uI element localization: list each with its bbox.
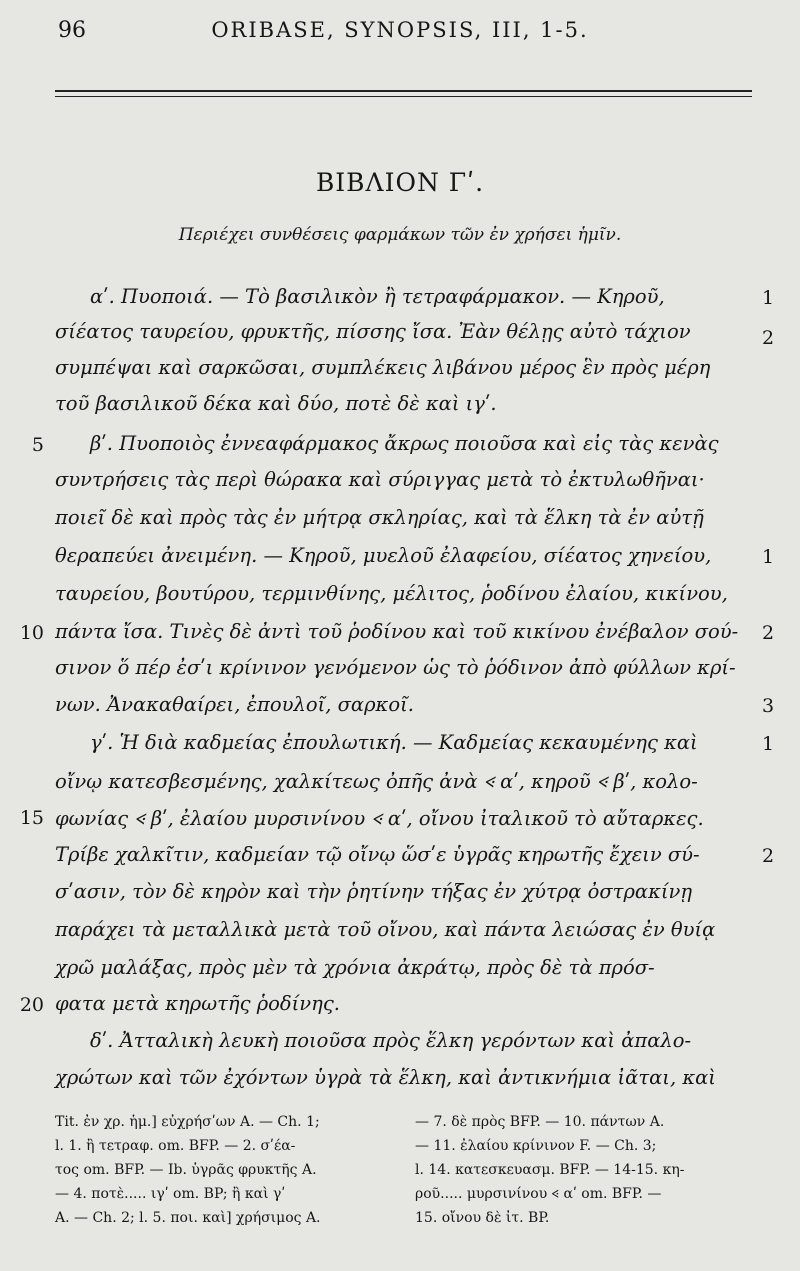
text-line: σινον ὅ πέρ ἐσʹι κρίνινον γενόμενον ὡς τὸ ῥόδινον ἀπὸ φύλλων κρί- <box>55 656 736 679</box>
line-number: 20 <box>19 994 44 1016</box>
header-rule <box>55 90 752 92</box>
note-line: 15. οἴνου δὲ ἰτ. BP. <box>415 1210 550 1226</box>
text-line: θεραπεύει ἀνειμένη. — Κηροῦ, μυελοῦ ἐλαφείου, σίέατος χηνείου, <box>55 544 712 567</box>
text-line: δʹ. Ἀτταλικὴ λευκὴ ποιοῦσα πρὸς ἕλκη γερόντων καὶ ἀπαλο- <box>90 1029 692 1052</box>
note-line: τος om. BFP. — Ib. ὑγρᾶς φρυκτῆς A. <box>55 1162 317 1178</box>
margin-number: 2 <box>762 327 775 349</box>
margin-number: 2 <box>762 622 775 644</box>
notes-right-column <box>415 1110 760 1230</box>
note-line: A. — Ch. 2; l. 5. ποι. καὶ] χρήσιμος A. <box>55 1210 321 1226</box>
book-subtitle: Περιέχει συνθέσεις φαρμάκων τῶν ἐν χρήσει ἡμῖν. <box>178 225 622 245</box>
text-line: ποιεῖ δὲ καὶ πρὸς τὰς ἐν μήτρᾳ σκληρίας, καὶ τὰ ἕλκη τὰ ἐν αὐτῇ <box>55 506 704 529</box>
note-line: — 11. ἐλαίου κρίνινον F. — Ch. 3; <box>415 1138 657 1154</box>
note-line: l. 14. κατεσκευασμ. BFP. — 14-15. κη- <box>415 1162 685 1178</box>
margin-number: 1 <box>762 546 775 568</box>
text-line: γʹ. Ἡ διὰ καδμείας ἐπουλωτική. — Καδμείας κεκαυμένης καὶ <box>90 731 698 754</box>
text-line: φατα μετὰ κηρωτῆς ῥοδίνης. <box>55 992 340 1015</box>
text-line: σʹασιν, τὸν δὲ κηρὸν καὶ τὴν ῥητίνην τήξας ἐν χύτρᾳ ὀστρακίνῃ <box>55 880 693 903</box>
text-line: συμπέψαι καὶ σαρκῶσαι, συμπλέκεις λιβάνου μέρος ἓν πρὸς μέρη <box>55 356 711 379</box>
text-line: Τρίβε χαλκῖτιν, καδμείαν τῷ οἴνῳ ὥσʹε ὑγρᾶς κηρωτῆς ἔχειν σύ- <box>55 843 700 866</box>
note-line: l. 1. ἢ τετραφ. om. BFP. — 2. σʹέα- <box>55 1138 296 1154</box>
note-line: ροῦ..... μυρσινίνου 𐅻 αʹ om. BFP. — <box>415 1186 662 1202</box>
note-line: — 4. ποτὲ..... ιγʹ om. BP; ἢ καὶ γʹ <box>55 1186 286 1202</box>
line-number: 10 <box>19 622 44 644</box>
margin-number: 2 <box>762 845 775 867</box>
text-line: σίέατος ταυρείου, φρυκτῆς, πίσσης ἴσα. Ἐὰν θέλῃς αὐτὸ τάχιον <box>55 320 691 343</box>
line-number: 5 <box>31 434 44 456</box>
text-line: χρώτων καὶ τῶν ἐχόντων ὑγρὰ τὰ ἕλκη, καὶ ἀντικνήμια ἰᾶται, καὶ <box>55 1066 716 1089</box>
page-number: 96 <box>58 18 86 43</box>
running-title: ORIBASE, SYNOPSIS, III, 1-5. <box>211 18 589 42</box>
margin-number: 1 <box>762 287 775 309</box>
notes-left-column <box>55 1110 400 1230</box>
text-line: χρῶ μαλάξας, πρὸς μὲν τὰ χρόνια ἀκράτῳ, πρὸς δὲ τὰ πρόσ- <box>55 956 655 979</box>
page-header <box>0 14 800 54</box>
margin-number: 1 <box>762 733 775 755</box>
margin-number: 3 <box>762 695 775 717</box>
book-title: ΒΙΒΛΙΟΝ Γʹ. <box>315 168 485 197</box>
header-rule-thin <box>55 96 752 97</box>
text-line: οἴνῳ κατεσβεσμένης, χαλκίτεως ὀπῆς ἀνὰ 𐅻 αʹ, κηροῦ 𐅻 βʹ, κολο- <box>55 770 698 793</box>
text-line: παράχει τὰ μεταλλικὰ μετὰ τοῦ οἴνου, καὶ πάντα λειώσας ἐν θυίᾳ <box>55 918 716 941</box>
text-line: συντρήσεις τὰς περὶ θώρακα καὶ σύριγγας μετὰ τὸ ἐκτυλωθῆναι· <box>55 468 705 491</box>
text-line: αʹ. Πυοποιά. — Τὸ βασιλικὸν ἢ τετραφάρμακον. — Κηροῦ, <box>90 285 665 308</box>
note-line: — 7. δὲ πρὸς BFP. — 10. πάντων A. <box>415 1114 665 1130</box>
text-line: ταυρείου, βουτύρου, τερμινθίνης, μέλιτος, ῥοδίνου ἐλαίου, κικίνου, <box>55 582 728 605</box>
text-line: φωνίας 𐅻 βʹ, ἐλαίου μυρσινίνου 𐅻 αʹ, οἴνου ἰταλικοῦ τὸ αὔταρκες. <box>55 807 704 830</box>
note-line: Tit. ἐν χρ. ἡμ.] εὐχρήσʹων A. — Ch. 1; <box>55 1114 320 1130</box>
text-line: βʹ. Πυοποιὸς ἐννεαφάρμακος ἄκρως ποιοῦσα καὶ εἰς τὰς κενὰς <box>90 432 719 455</box>
text-line: τοῦ βασιλικοῦ δέκα καὶ δύο, ποτὲ δὲ καὶ ιγʹ. <box>55 392 497 415</box>
line-number: 15 <box>19 807 44 829</box>
text-line: πάντα ἴσα. Τινὲς δὲ ἀντὶ τοῦ ῥοδίνου καὶ τοῦ κικίνου ἐνέβαλον σού- <box>55 620 739 643</box>
text-line: νων. Ἀνακαθαίρει, ἐπουλοῖ, σαρκοῖ. <box>55 693 414 716</box>
